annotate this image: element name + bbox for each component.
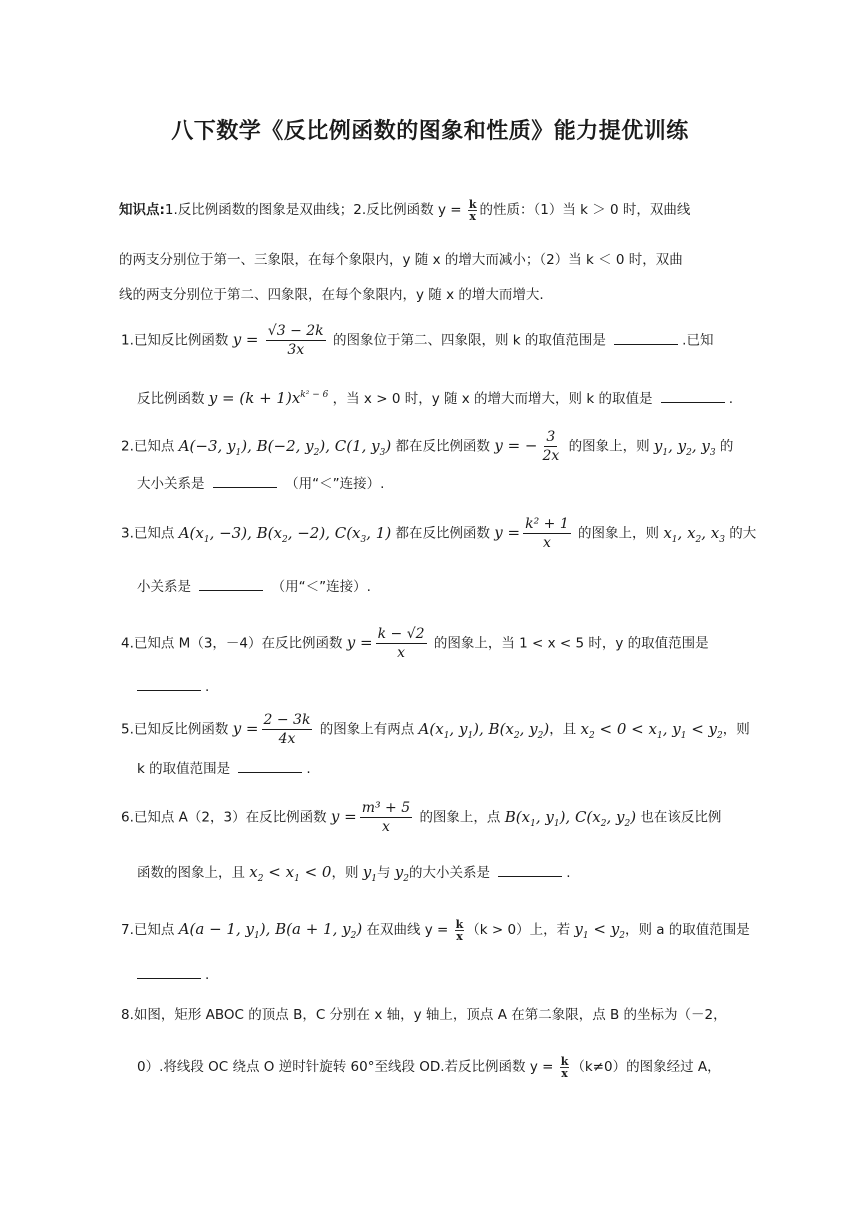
q2-text-d: 的 (719, 438, 734, 455)
q5-text-c: ，且 (549, 721, 577, 738)
q3-text-b: 都在反比例函数 (395, 525, 490, 542)
question-1-line-2 (137, 387, 733, 407)
q3-values: $x_1$, $x_2$, $x_3$ (663, 523, 725, 545)
q7-text-d: ，则 a 的取值范围是 (624, 922, 750, 938)
question-5-line-1 (121, 711, 750, 748)
q3-text-a: 3.已知点 (121, 525, 175, 542)
question-3-line-2 (137, 575, 371, 595)
q1-formula-2: $y = (k + 1)x^{k^2 - 6}$ (208, 389, 329, 407)
q4-text-a: 4.已知点 M（3，－4）在反比例函数 (121, 635, 343, 652)
q6-text-d: 函数的图象上，且 (137, 865, 245, 881)
knowledge-text-1a: 1.反比例函数的图象是双曲线；2.反比例函数 y = (164, 202, 462, 218)
q4-fraction: $\frac{k - √2}{x}$ (377, 626, 425, 661)
q6-y1: $y_1$ (362, 863, 377, 884)
question-8-line-1: 8.如图，矩形 ABOC 的顶点 B，C 分别在 x 轴，y 轴上，顶点 A 在第二象限，点 B 的坐标为（－2， (121, 1007, 727, 1023)
q6-text-c: 也在该反比例 (640, 809, 722, 826)
q1-text-e: ，当 x > 0 时，y 随 x 的增大而增大，则 k 的取值是 (332, 391, 653, 407)
q3-points: $A(x_1$, −3), $B(x_2$, −2), $C(x_3$, 1) (178, 523, 392, 545)
q8-text-c: （k≠0）的图象经过 A， (571, 1059, 721, 1075)
question-3-line-1 (121, 515, 756, 552)
q1-fraction: $\frac{√3 - 2k}{3x}$ (267, 323, 324, 358)
question-8-line-2 (137, 1055, 721, 1079)
q1-text-a: 1.已知反比例函数 (121, 332, 229, 349)
q4-answer-blank[interactable] (137, 689, 201, 691)
question-4-line-1 (121, 625, 709, 662)
q6-text-f: 与 (376, 865, 391, 881)
knowledge-line-1 (119, 198, 690, 222)
question-1-line-1 (121, 322, 713, 359)
q1-answer-blank-1[interactable] (614, 343, 678, 345)
q6-condition: $x_2 < x_1 < 0$ (249, 863, 332, 884)
q6-y2: $y_2$ (394, 863, 409, 884)
question-7-line-2 (137, 967, 209, 983)
q7-text-c: （k > 0）上，若 (466, 922, 571, 938)
q5-answer-blank[interactable] (238, 771, 302, 773)
q6-text-a: 6.已知点 A（2，3）在反比例函数 (121, 809, 327, 826)
q6-formula-lhs: y = (330, 807, 357, 826)
question-2-line-2 (137, 472, 384, 492)
q5-text-b: 的图象上有两点 (319, 721, 415, 738)
q6-text-e: ，则 (331, 865, 359, 881)
knowledge-line-3: 线的两支分别位于第二、四象限，在每个象限内，y 随 x 的增大而增大. (119, 287, 544, 303)
knowledge-text-1b: 的性质：（1）当 k ＞ 0 时，双曲线 (479, 202, 691, 218)
q5-fraction: $\frac{2 - 3k}{4x}$ (263, 712, 311, 747)
q5-text-e: k 的取值范围是 (137, 761, 231, 777)
q2-text-a: 2.已知点 (121, 438, 175, 455)
knowledge-line-2: 的两支分别位于第一、三象限，在每个象限内，y 随 x 的增大而减小；（2）当 k ＜ 0 时，双曲 (119, 252, 683, 268)
q6-points: $B(x_1$, $y_1$), $C(x_2$, $y_2$) (504, 807, 637, 829)
q2-fraction: $\frac{3}{2x}$ (542, 429, 560, 464)
q1-text-b: 的图象位于第二、四象限，则 k 的取值范围是 (332, 332, 606, 349)
q7-points: A(a − 1, $y_1$), B(a + 1, $y_2$) (178, 920, 363, 941)
q5-points: $A(x_1$, $y_1$), $B(x_2$, $y_2$) (418, 719, 550, 741)
q2-points: A(−3, $y_1$), B(−2, $y_2$), C(1, $y_3$) (178, 436, 392, 458)
question-4-line-2 (137, 679, 209, 695)
q7-condition: $y_1 < y_2$ (574, 920, 625, 941)
question-5-line-2 (137, 757, 311, 777)
q2-text-b: 都在反比例函数 (395, 438, 491, 455)
q2-formula-lhs: y = − (494, 436, 538, 455)
q1-answer-blank-2[interactable] (661, 401, 725, 403)
question-2-line-1 (121, 428, 733, 465)
q3-text-c: 的图象上，则 (578, 525, 660, 542)
q3-text-d: 的大 (729, 525, 757, 542)
q3-formula-lhs: y = (494, 523, 521, 542)
q4-text-b: 的图象上，当 1 < x < 5 时，y 的取值范围是 (433, 635, 709, 652)
question-6-line-1 (121, 799, 721, 836)
q5-text-a: 5.已知反比例函数 (121, 721, 229, 738)
q3-text-e: 小关系是 (137, 579, 191, 595)
q3-text-f: （用“＜”连接）. (271, 579, 371, 595)
q2-answer-blank[interactable] (213, 486, 277, 488)
q2-text-f: （用“＜”连接）. (285, 476, 385, 492)
q3-fraction: $\frac{\text{k² + 1}}{x}$ (525, 516, 569, 551)
q6-fraction: $\frac{\text{m³ + 5}}{x}$ (361, 800, 411, 835)
q6-text-h: . (566, 865, 571, 881)
q2-text-c: 的图象上，则 (568, 438, 650, 455)
page-title: 八下数学《反比例函数的图象和性质》能力提优训练 (171, 119, 689, 144)
q5-condition: $x_2 < 0 < x_1$, $y_1 < y_2$ (580, 719, 723, 741)
q4-text-c: . (205, 679, 210, 695)
k-over-x-formula: $\frac{k}{x}$ (468, 197, 477, 223)
q6-text-g: 的大小关系是 (409, 865, 490, 881)
q1-text-d: 反比例函数 (137, 391, 205, 407)
q4-formula-lhs: y = (346, 633, 373, 652)
q6-answer-blank[interactable] (498, 875, 562, 877)
q5-formula-lhs: y = (232, 719, 259, 738)
q7-text-b: 在双曲线 y = (366, 922, 449, 938)
k-over-x-formula: $\frac{k}{x}$ (560, 1054, 569, 1080)
question-7-line-1 (121, 918, 750, 942)
q6-text-b: 的图象上，点 (419, 809, 501, 826)
q5-text-d: ，则 (722, 721, 750, 738)
q2-values: $y_1$, $y_2$, $y_3$ (653, 436, 716, 458)
q1-text-c: .已知 (682, 332, 714, 349)
q3-answer-blank[interactable] (199, 589, 263, 591)
q8-text-b: 0）.将线段 OC 绕点 O 逆时针旋转 60°至线段 OD.若反比例函数 y = (137, 1059, 554, 1075)
q1-formula-lhs: y = (232, 330, 259, 349)
q7-text-a: 7.已知点 (121, 922, 175, 938)
k-over-x-formula: $\frac{k}{x}$ (455, 917, 464, 943)
q5-text-f: . (306, 761, 311, 777)
q2-text-e: 大小关系是 (137, 476, 205, 492)
q1-text-f: . (728, 391, 734, 407)
question-6-line-2 (137, 861, 571, 884)
q7-text-e: . (205, 967, 210, 983)
q7-answer-blank[interactable] (137, 977, 201, 979)
knowledge-label: 知识点: (119, 202, 165, 218)
